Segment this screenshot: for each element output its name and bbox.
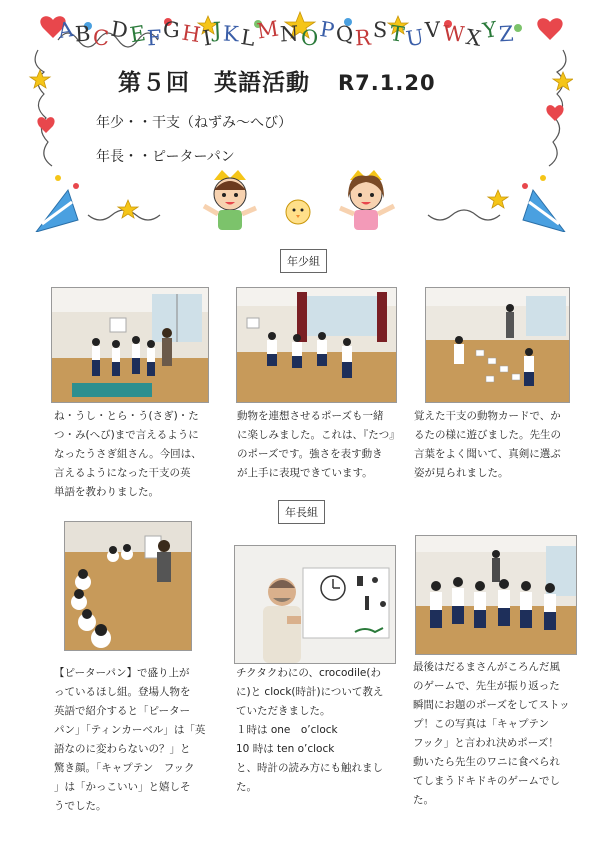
caption-line: が上手に表現できています。 — [237, 467, 373, 479]
caption-line: のポーズです。強さを表す動き — [237, 448, 383, 460]
nencho-caption-2 — [236, 664, 408, 797]
caption-line: た。 — [236, 781, 257, 793]
caption-line: 驚き顔。「キャプテン フック — [54, 762, 195, 774]
caption-line: なったうさぎ組さん。今回は、 — [54, 448, 202, 460]
alphabet-letter: B — [74, 21, 93, 47]
caption-line: るたの様に遊びました。先生の — [414, 429, 561, 441]
caption-line: 最後はだるまさんがころんだ風 — [413, 661, 560, 673]
alphabet-letter: V — [424, 17, 443, 43]
alphabet-letter: G — [162, 17, 182, 43]
caption-line: １時は one o’clock — [236, 724, 338, 736]
alphabet-letter: Z — [498, 21, 516, 47]
caption-line: 言えるようになった干支の英 — [54, 467, 191, 479]
caption-line: た。 — [413, 794, 434, 806]
caption-line: 動物を連想させるポーズも一緒 — [237, 410, 384, 422]
alphabet-letter: D — [108, 16, 131, 44]
alphabet-letter: X — [464, 24, 484, 52]
alphabet-letter: U — [403, 24, 427, 52]
alphabet-letter: K — [222, 21, 241, 47]
nensho-topic: 年少・・干支（ねずみ～へび） — [96, 115, 292, 131]
alphabet-letter: N — [279, 21, 301, 47]
caption-line: っているほし組。登場人物を — [54, 686, 191, 698]
nensho-photo-eto-words — [51, 287, 209, 403]
caption-line: フック」と言われ決めポーズ！ — [413, 737, 559, 749]
alphabet-letter: L — [239, 24, 258, 52]
alphabet-letter: A — [56, 16, 76, 44]
caption-line: プ！この写真は「キャプテン — [413, 718, 549, 730]
title-text: 第５回 英語活動 — [118, 70, 310, 96]
caption-line: 10 時は ten o’clock — [236, 743, 335, 755]
caption-line: 覚えた干支の動物カードで、か — [414, 410, 561, 422]
nensho-section-label: 年少組 — [280, 249, 327, 273]
caption-line: 瞬間にお題のポーズをしてストッ — [413, 699, 570, 711]
alphabet-letter: P — [318, 16, 337, 44]
alphabet-letter: H — [180, 20, 204, 48]
caption-line: 語なのに変わらないの？」と — [54, 743, 191, 755]
alphabet-letter: E — [127, 20, 148, 48]
caption-line: ていただきました。 — [236, 705, 331, 717]
nensho-caption-2 — [237, 407, 402, 483]
alphabet-letter: O — [300, 25, 320, 51]
caption-line: に楽しみました。これは、『たつ』 — [237, 429, 400, 441]
nensho-photo-tatsu-pose — [236, 287, 397, 403]
caption-line: と、時計の読み方にも触れまし — [236, 762, 383, 774]
alphabet-letter: W — [441, 21, 466, 47]
title-date: R7.1.20 — [338, 71, 436, 95]
nencho-photo-peter-pan — [64, 521, 192, 651]
alphabet-letter: Y — [481, 16, 500, 44]
caption-line: うでした。 — [54, 800, 107, 812]
alphabet-letter: M — [255, 16, 282, 44]
alphabet-letter: R — [354, 25, 373, 51]
caption-line: 【ピーターパン】で盛り上が — [54, 667, 190, 679]
nencho-caption-1 — [54, 664, 224, 816]
alphabet-letter: I — [200, 25, 214, 51]
caption-line: ね・うし・とら・う(さぎ)・た — [54, 410, 199, 422]
nensho-photo-karuta — [425, 287, 570, 403]
caption-line: パン」「ティンカーベル」は「英 — [54, 724, 206, 736]
nensho-caption-1 — [54, 407, 214, 502]
alphabet-letter: C — [91, 25, 111, 51]
caption-line: 言葉をよく聞いて、真剣に選ぶ — [414, 448, 561, 460]
nencho-topic: 年長・・ピーターパン — [96, 149, 235, 165]
caption-line: のゲームで、先生が振り返った — [413, 680, 560, 692]
caption-line: チクタクわにの、crocodile(わ — [236, 667, 381, 679]
alphabet-letter: F — [146, 25, 164, 51]
children-illustration — [200, 168, 400, 234]
nencho-section-label: 年長組 — [278, 500, 325, 524]
nencho-caption-3 — [413, 658, 585, 810]
caption-line: てしまうドキドキのゲームでし — [413, 775, 560, 787]
caption-line: 」は「かっこいい」と嬉しそ — [54, 781, 191, 793]
alphabet-letter: J — [212, 17, 223, 43]
nencho-photo-darumasan-game — [415, 535, 577, 655]
caption-line: 姿が見られました。 — [414, 467, 509, 479]
alphabet-banner — [56, 16, 558, 62]
page-title — [118, 64, 436, 97]
alphabet-letter: T — [387, 20, 407, 48]
alphabet-letter: S — [372, 17, 390, 43]
caption-line: つ・み(へび)まで言えるように — [54, 429, 199, 441]
nencho-photo-crocodile-clock — [234, 545, 396, 664]
nensho-caption-3 — [414, 407, 579, 483]
caption-line: に)と clock(時計)について教え — [236, 686, 384, 698]
alphabet-letter: Q — [334, 20, 357, 48]
caption-line: 英語で紹介すると「ピーター — [54, 705, 191, 717]
caption-line: 単語を教わりました。 — [54, 486, 159, 498]
caption-line: 動いたら先生のワニに食べられ — [413, 756, 560, 768]
